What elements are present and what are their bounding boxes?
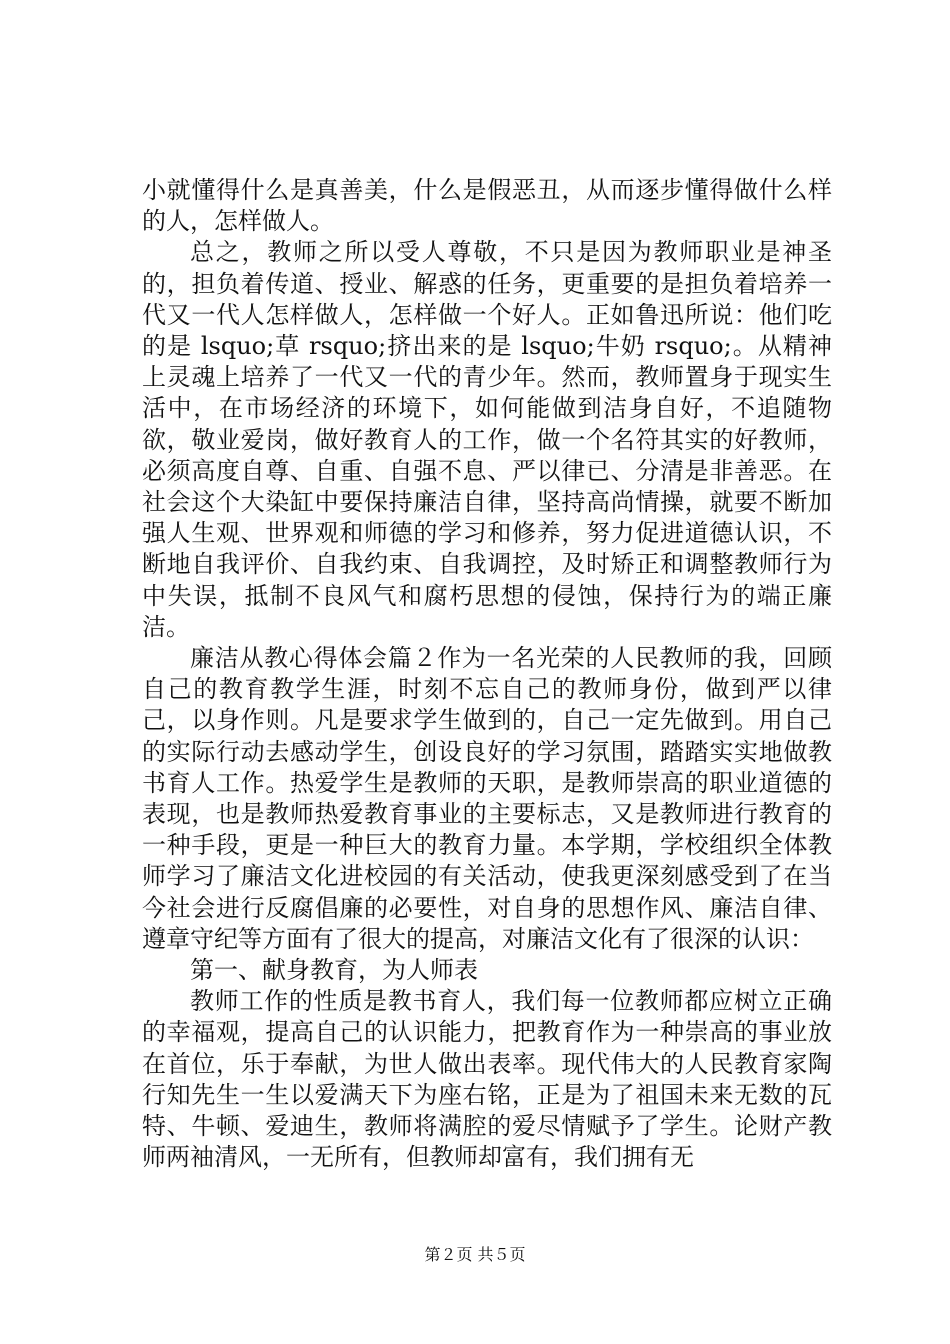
- section-heading: 第一、献身教育，为人师表: [190, 956, 478, 985]
- paragraph-2: 总之，教师之所以受人尊敬，不只是因为教师职业是神圣的，担负着传道、授业、解惑的任务，更重要的是担负着培养一代又一代人怎样做人，怎样做一个好人。正如鲁迅所说：他们吃的是 lsquo;草 rsquo;挤出来的是 lsquo;牛奶 rsquo;。从精神上灵魂上培养了一代又一代的青少年。然而，教师置身于现实生活中，在市场经济的环境下，如何能做到洁身自好，不追随物欲，敬业爱岗，做好教育人的工作，做一个名符其实的好教师，必须高度自尊、自重、自强不息、严以律已、分清是非善恶。在社会这个大染缸中要保持廉洁自律，坚持高尚情操，就要不断加强人生观、世界观和师德的学习和修养，努力促进道德认识，不断地自我评价、自我约束、自我调控，及时矫正和调整教师行为中失误，抵制不良风气和腐朽思想的侵蚀，保持行为的端正廉洁。: [142, 238, 832, 641]
- paragraph-1: 小就懂得什么是真善美，什么是假恶丑，从而逐步懂得做什么样的人，怎样做人。: [142, 176, 832, 236]
- paragraph-4: 教师工作的性质是教书育人，我们每一位教师都应树立正确的幸福观，提高自己的认识能力，把教育作为一种崇高的事业放在首位，乐于奉献，为世人做出表率。现代伟大的人民教育家陶行知先生一生以爱满天下为座右铭，正是为了祖国未来无数的瓦特、牛顿、爱迪生，教师将满腔的爱尽情赋予了学生。论财产教师两袖清风，一无所有，但教师却富有，我们拥有无: [142, 987, 832, 1172]
- document-body: [142, 175, 832, 1174]
- page-number-footer: 第２页 共５页: [424, 1245, 526, 1264]
- paragraph-3: 廉洁从教心得体会篇２作为一名光荣的人民教师的我，回顾自己的教育教学生涯，时刻不忘自己的教师身份，做到严以律己，以身作则。凡是要求学生做到的，自己一定先做到。用自己的实际行动去感动学生，创设良好的学习氛围，踏踏实实地做教书育人工作。热爱学生是教师的天职，是教师崇高的职业道德的表现，也是教师热爱教育事业的主要标志，又是教师进行教育的一种手段，更是一种巨大的教育力量。本学期，学校组织全体教师学习了廉洁文化进校园的有关活动，使我更深刻感受到了在当今社会进行反腐倡廉的必要性，对自身的思想作风、廉洁自律、遵章守纪等方面有了很大的提高，对廉洁文化有了很深的认识：: [142, 644, 832, 953]
